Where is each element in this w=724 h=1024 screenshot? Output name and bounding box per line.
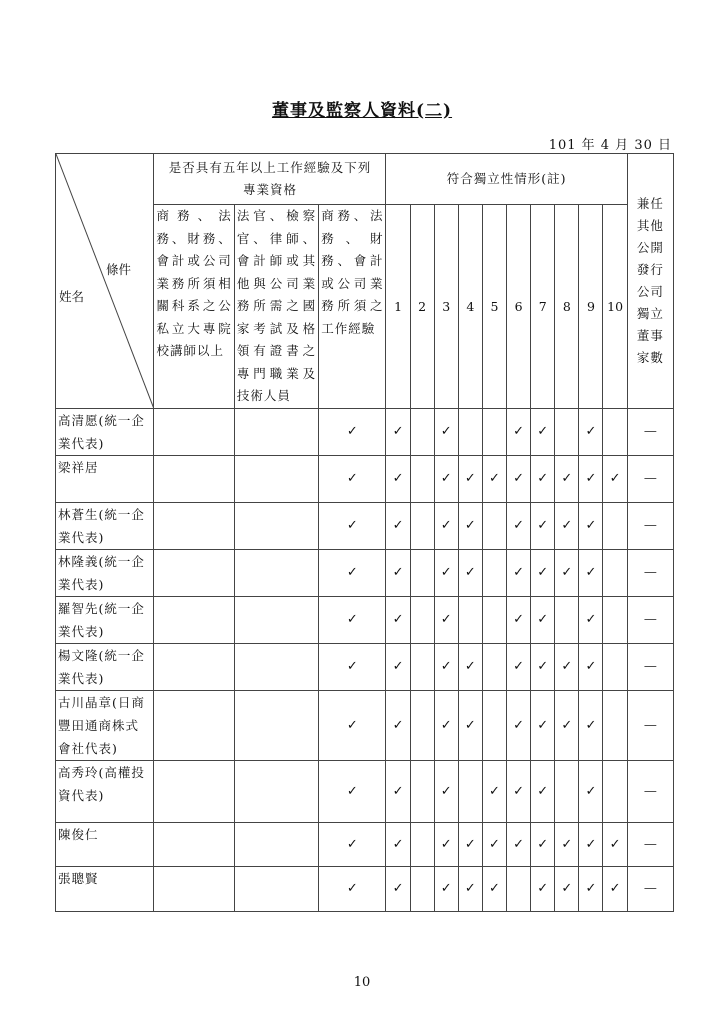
independence-cell (482, 502, 506, 549)
independence-group-header: 符合獨立性情形(註) (386, 154, 627, 205)
independence-cell: ✓ (603, 455, 627, 502)
independence-cell: ✓ (579, 596, 603, 643)
independence-col-1: 1 (386, 205, 410, 409)
condition-label: 條件 (106, 262, 132, 277)
independence-cell: ✓ (507, 760, 531, 822)
concurrent-count: — (627, 408, 673, 455)
independence-cell: ✓ (434, 866, 458, 911)
diagonal-header-cell (56, 154, 154, 409)
experience-cell: ✓ (319, 502, 386, 549)
experience-cell: ✓ (319, 690, 386, 760)
independence-cell: ✓ (579, 690, 603, 760)
experience-cell (154, 455, 234, 502)
independence-cell (458, 760, 482, 822)
independence-cell: ✓ (482, 866, 506, 911)
independence-cell: ✓ (603, 866, 627, 911)
independence-cell: ✓ (458, 690, 482, 760)
independence-col-3: 3 (434, 205, 458, 409)
table-row (56, 643, 674, 690)
experience-cell: ✓ (319, 455, 386, 502)
independence-cell (410, 596, 434, 643)
independence-cell (555, 408, 579, 455)
independence-cell (410, 643, 434, 690)
independence-cell (603, 760, 627, 822)
director-name: 高清愿(統一企業代表) (56, 408, 154, 455)
independence-cell: ✓ (386, 643, 410, 690)
independence-cell: ✓ (555, 690, 579, 760)
experience-cell: ✓ (319, 408, 386, 455)
independence-cell: ✓ (579, 760, 603, 822)
independence-cell (603, 408, 627, 455)
experience-cell (154, 596, 234, 643)
independence-cell: ✓ (579, 822, 603, 866)
independence-cell: ✓ (434, 408, 458, 455)
independence-cell (603, 643, 627, 690)
name-label: 姓名 (59, 289, 85, 304)
independence-cell: ✓ (579, 502, 603, 549)
experience-cell (154, 408, 234, 455)
independence-cell: ✓ (386, 549, 410, 596)
independence-cell: ✓ (507, 502, 531, 549)
director-name: 陳俊仁 (56, 822, 154, 866)
independence-cell: ✓ (458, 455, 482, 502)
independence-cell: ✓ (386, 502, 410, 549)
independence-cell: ✓ (531, 866, 555, 911)
concurrent-count: — (627, 643, 673, 690)
director-name: 張聰賢 (56, 866, 154, 911)
experience-cell: ✓ (319, 866, 386, 911)
experience-cell (234, 596, 318, 643)
experience-col-lecturer: 商務、法務、財務、會計或公司業務所須相關科系之公私立大專院校講師以上 (154, 205, 234, 409)
experience-col-professional: 法官、檢察官、律師、會計師或其他與公司業務所需之國家考試及格領有證書之專門職業及技術人員 (234, 205, 318, 409)
independence-cell: ✓ (507, 822, 531, 866)
experience-cell (234, 455, 318, 502)
independence-cell: ✓ (434, 690, 458, 760)
independence-cell: ✓ (507, 455, 531, 502)
independence-cell: ✓ (458, 549, 482, 596)
director-name: 高秀玲(高權投資代表) (56, 760, 154, 822)
independence-cell: ✓ (507, 408, 531, 455)
date-label: 101 年 4 月 30 日 (548, 138, 672, 153)
diagonal-line (56, 154, 153, 408)
independence-cell: ✓ (579, 866, 603, 911)
independence-cell: ✓ (386, 760, 410, 822)
independence-cell: ✓ (555, 643, 579, 690)
independence-cell (507, 866, 531, 911)
independence-cell (410, 866, 434, 911)
independence-cell (555, 760, 579, 822)
independence-cell (410, 760, 434, 822)
experience-cell (154, 760, 234, 822)
experience-cell (234, 408, 318, 455)
independence-cell: ✓ (386, 822, 410, 866)
independence-cell (410, 690, 434, 760)
independence-cell: ✓ (531, 643, 555, 690)
table-row (56, 549, 674, 596)
table-row (56, 455, 674, 502)
independence-cell (410, 408, 434, 455)
experience-cell: ✓ (319, 822, 386, 866)
independence-cell: ✓ (434, 643, 458, 690)
table-row (56, 596, 674, 643)
independence-cell: ✓ (434, 549, 458, 596)
independence-cell: ✓ (386, 596, 410, 643)
page-title: 董事及監察人資料(二) (271, 101, 453, 121)
director-name: 羅智先(統一企業代表) (56, 596, 154, 643)
experience-cell: ✓ (319, 549, 386, 596)
independence-cell (410, 549, 434, 596)
experience-cell: ✓ (319, 760, 386, 822)
independence-cell (603, 596, 627, 643)
independence-col-9: 9 (579, 205, 603, 409)
concurrent-count: — (627, 690, 673, 760)
independence-cell: ✓ (386, 455, 410, 502)
independence-col-8: 8 (555, 205, 579, 409)
independence-cell: ✓ (531, 549, 555, 596)
concurrent-count: — (627, 822, 673, 866)
independence-cell: ✓ (434, 502, 458, 549)
independence-cell: ✓ (579, 643, 603, 690)
experience-col-work: 商務、法務、財務、會計或公司業務所須之工作經驗 (319, 205, 386, 409)
experience-cell (154, 866, 234, 911)
independence-col-6: 6 (507, 205, 531, 409)
independence-cell: ✓ (482, 822, 506, 866)
independence-cell: ✓ (507, 596, 531, 643)
independence-cell (482, 690, 506, 760)
independence-col-7: 7 (531, 205, 555, 409)
independence-cell: ✓ (434, 822, 458, 866)
independence-cell: ✓ (603, 822, 627, 866)
independence-cell: ✓ (531, 760, 555, 822)
independence-cell: ✓ (531, 690, 555, 760)
independence-cell: ✓ (507, 690, 531, 760)
table-row (56, 866, 674, 911)
independence-cell: ✓ (531, 408, 555, 455)
director-name: 林隆義(統一企業代表) (56, 549, 154, 596)
independence-cell (482, 643, 506, 690)
independence-cell (458, 408, 482, 455)
independence-cell: ✓ (531, 455, 555, 502)
independence-cell: ✓ (555, 502, 579, 549)
independence-cell: ✓ (531, 502, 555, 549)
independence-cell: ✓ (579, 408, 603, 455)
independence-cell (555, 596, 579, 643)
table-body (56, 408, 674, 911)
director-name: 古川晶章(日商豐田通商株式會社代表) (56, 690, 154, 760)
concurrent-count: — (627, 502, 673, 549)
director-name: 楊文隆(統一企業代表) (56, 643, 154, 690)
independence-cell: ✓ (555, 866, 579, 911)
experience-cell: ✓ (319, 643, 386, 690)
experience-cell (154, 822, 234, 866)
independence-col-5: 5 (482, 205, 506, 409)
director-name: 梁祥居 (56, 455, 154, 502)
concurrent-directorships-header: 兼任其他公開發行公司獨立董事家數 (627, 154, 673, 409)
independence-cell: ✓ (458, 822, 482, 866)
concurrent-count: — (627, 760, 673, 822)
table-row (56, 502, 674, 549)
independence-cell: ✓ (531, 596, 555, 643)
independence-cell: ✓ (555, 822, 579, 866)
independence-col-10: 10 (603, 205, 627, 409)
experience-cell (234, 866, 318, 911)
concurrent-count: — (627, 455, 673, 502)
independence-cell: ✓ (434, 596, 458, 643)
table-row (56, 760, 674, 822)
experience-cell (154, 549, 234, 596)
independence-cell: ✓ (507, 643, 531, 690)
independence-cell (603, 690, 627, 760)
independence-cell (410, 822, 434, 866)
directors-table (55, 153, 674, 912)
independence-cell: ✓ (458, 643, 482, 690)
independence-cell: ✓ (482, 455, 506, 502)
independence-cell: ✓ (555, 549, 579, 596)
concurrent-count: — (627, 549, 673, 596)
experience-cell (234, 643, 318, 690)
independence-cell: ✓ (386, 690, 410, 760)
independence-cell: ✓ (579, 549, 603, 596)
experience-cell: ✓ (319, 596, 386, 643)
independence-cell: ✓ (507, 549, 531, 596)
concurrent-count: — (627, 596, 673, 643)
table-row (56, 408, 674, 455)
independence-cell: ✓ (386, 408, 410, 455)
independence-cell: ✓ (482, 760, 506, 822)
independence-cell (410, 455, 434, 502)
experience-cell (154, 643, 234, 690)
director-name: 林蒼生(統一企業代表) (56, 502, 154, 549)
experience-cell (234, 760, 318, 822)
independence-cell (410, 502, 434, 549)
independence-cell: ✓ (434, 455, 458, 502)
independence-cell (482, 596, 506, 643)
independence-cell: ✓ (555, 455, 579, 502)
experience-cell (234, 690, 318, 760)
independence-cell: ✓ (434, 760, 458, 822)
independence-cell (458, 596, 482, 643)
experience-cell (234, 822, 318, 866)
independence-col-4: 4 (458, 205, 482, 409)
page-number: 10 (353, 975, 371, 990)
independence-cell: ✓ (458, 866, 482, 911)
independence-cell (603, 549, 627, 596)
experience-cell (154, 502, 234, 549)
independence-cell (482, 408, 506, 455)
table-row (56, 690, 674, 760)
experience-cell (234, 549, 318, 596)
independence-cell: ✓ (579, 455, 603, 502)
independence-col-2: 2 (410, 205, 434, 409)
independence-cell (603, 502, 627, 549)
experience-group-header: 是否具有五年以上工作經驗及下列專業資格 (154, 154, 386, 205)
concurrent-count: — (627, 866, 673, 911)
independence-cell: ✓ (531, 822, 555, 866)
table-row (56, 822, 674, 866)
experience-cell (154, 690, 234, 760)
independence-cell: ✓ (458, 502, 482, 549)
independence-cell (482, 549, 506, 596)
experience-cell (234, 502, 318, 549)
independence-cell: ✓ (386, 866, 410, 911)
